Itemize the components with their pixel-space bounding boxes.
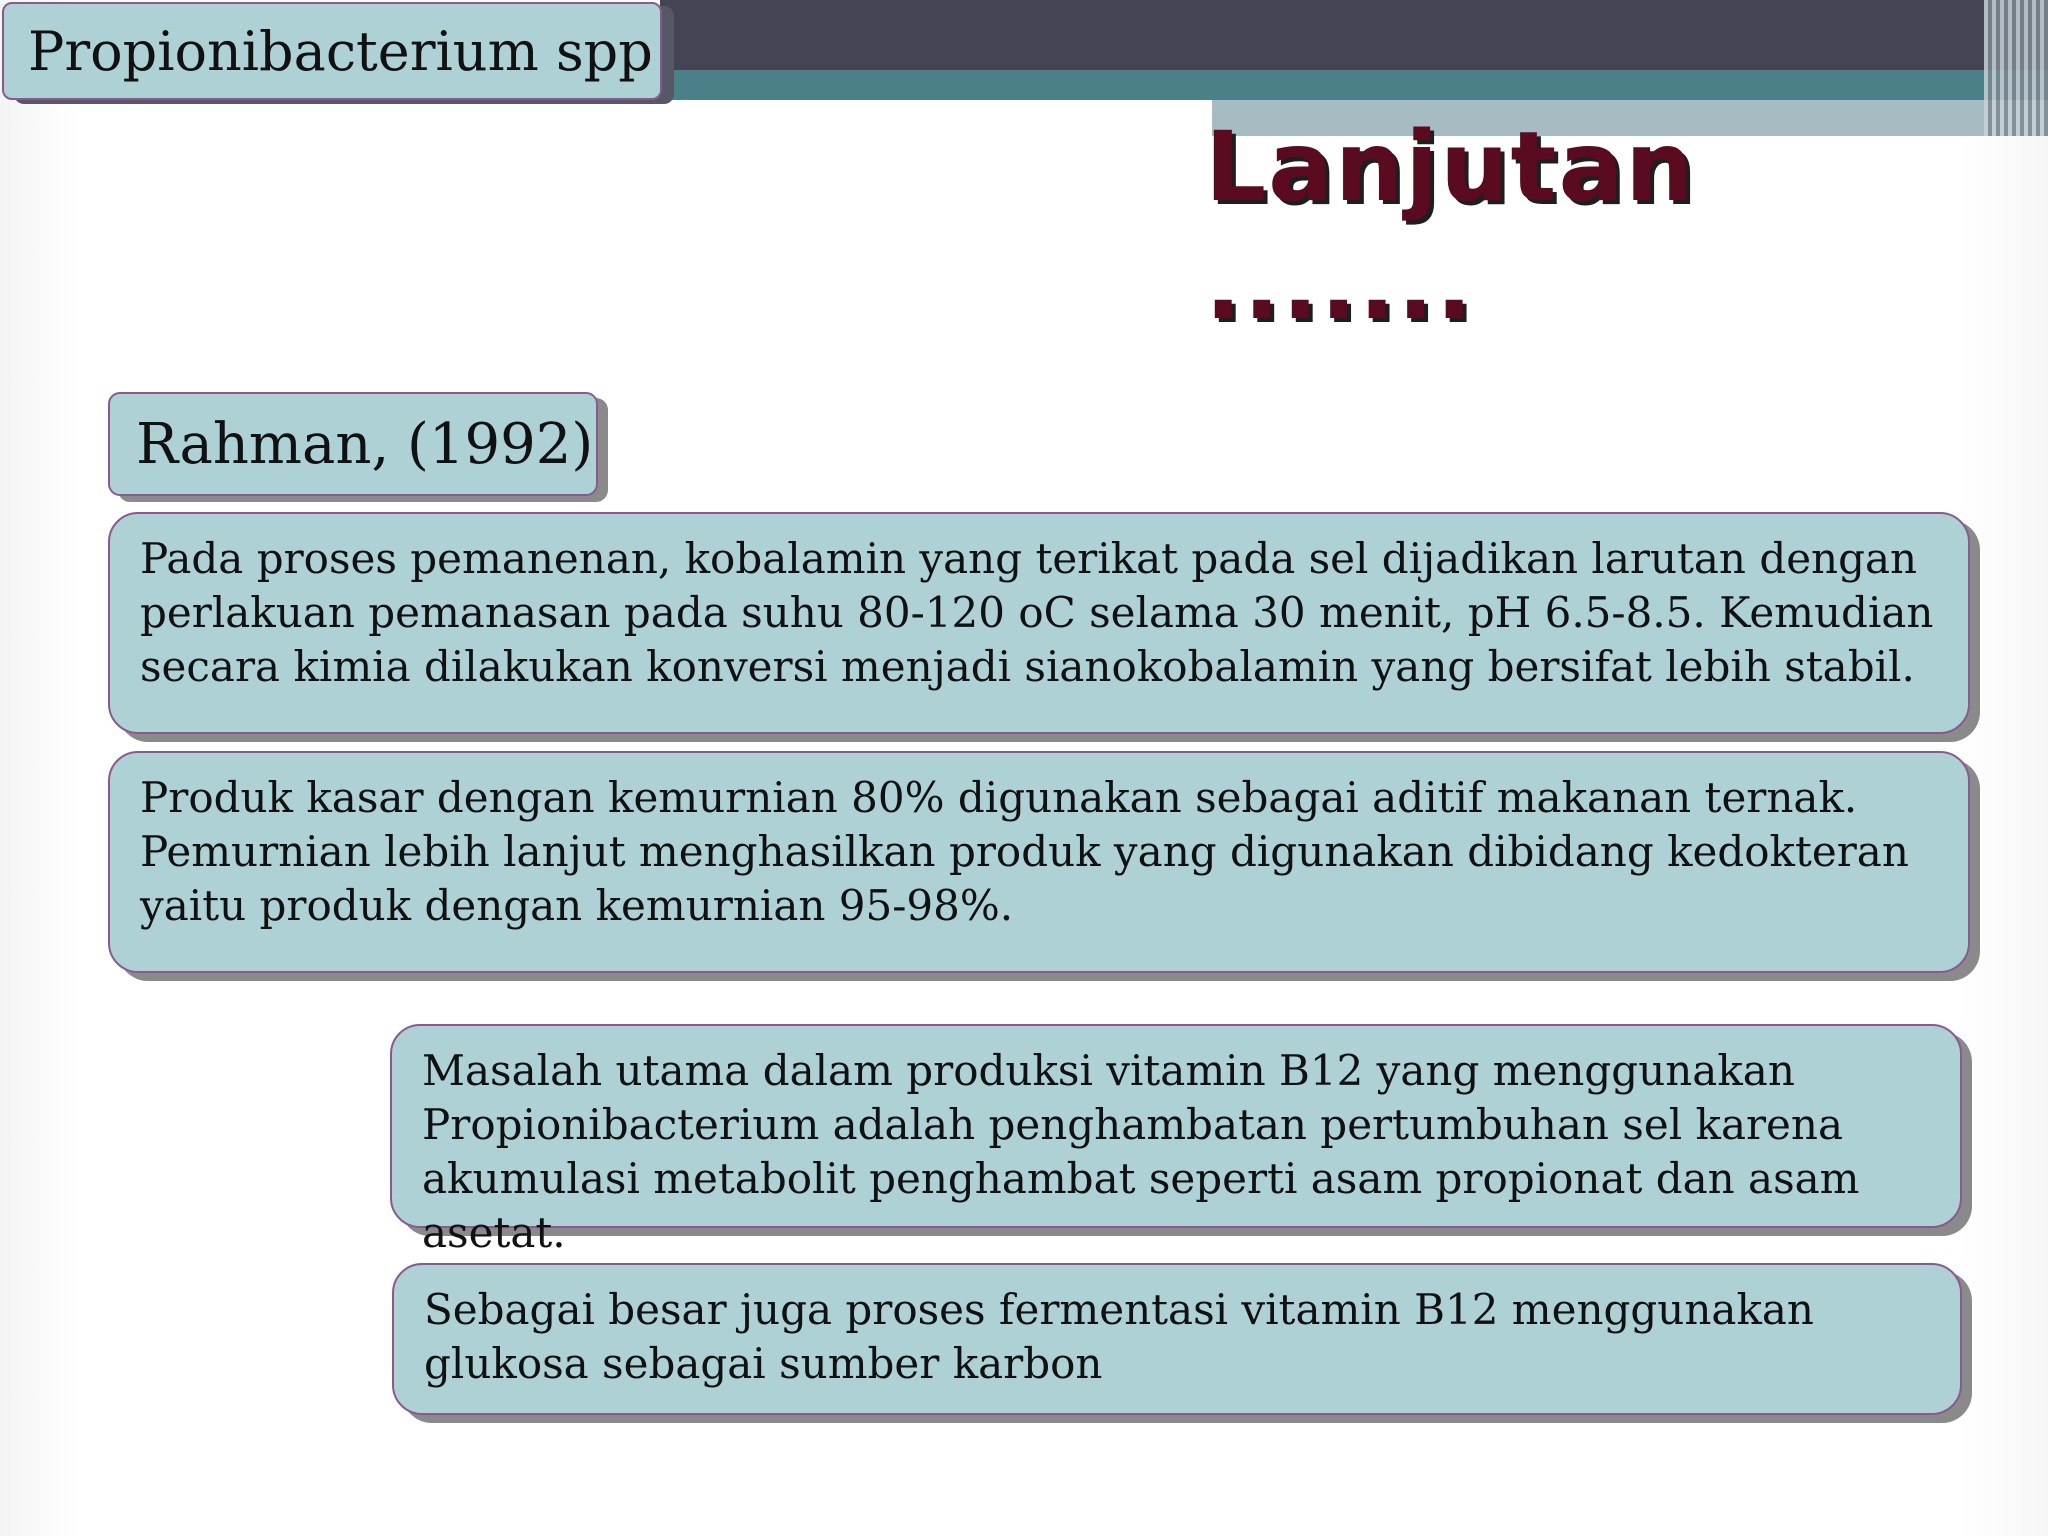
- section-label-tab: [2, 2, 662, 100]
- content-box-carbon-source: [392, 1263, 1962, 1415]
- content-box-purity: [108, 751, 1970, 973]
- paragraph-harvesting: Pada proses pemanenan, kobalamin yang terikat pada sel dijadikan larutan dengan perlakuan pemanasan pada suhu 80-120 oC selama 30 menit, pH 6.5-8.5. Kemudian secara kimia dilakukan konversi menjadi sianokobalamin yang bersifat lebih stabil.: [140, 534, 1934, 691]
- citation-box: [108, 392, 598, 496]
- paragraph-main-problem: Masalah utama dalam produksi vitamin B12 yang menggunakan Propionibacterium adalah penghambatan pertumbuhan sel karena akumulasi metabolit penghambat seperti asam propionat dan asam asetat.: [422, 1046, 1860, 1257]
- content-box-main-problem: [390, 1024, 1962, 1257]
- slide-title: Lanjutan .......: [1205, 111, 1696, 341]
- citation-text: Rahman, (1992): [136, 411, 594, 477]
- header-bar-teal: [660, 70, 2048, 100]
- content-box-harvesting: [108, 512, 1970, 734]
- paragraph-purity: Produk kasar dengan kemurnian 80% digunakan sebagai aditif makanan ternak. Pemurnian lebih lanjut menghasilkan produk yang digunakan dibidang kedokteran yaitu produk dengan kemurnian 95-98%.: [140, 773, 1909, 930]
- section-label-text: Propionibacterium spp: [28, 19, 653, 83]
- header-stripes-decoration: [1984, 0, 2048, 136]
- header-bar-dark: [660, 0, 2048, 70]
- paragraph-carbon-source: Sebagai besar juga proses fermentasi vitamin B12 menggunakan glukosa sebagai sumber karbon: [424, 1285, 1814, 1388]
